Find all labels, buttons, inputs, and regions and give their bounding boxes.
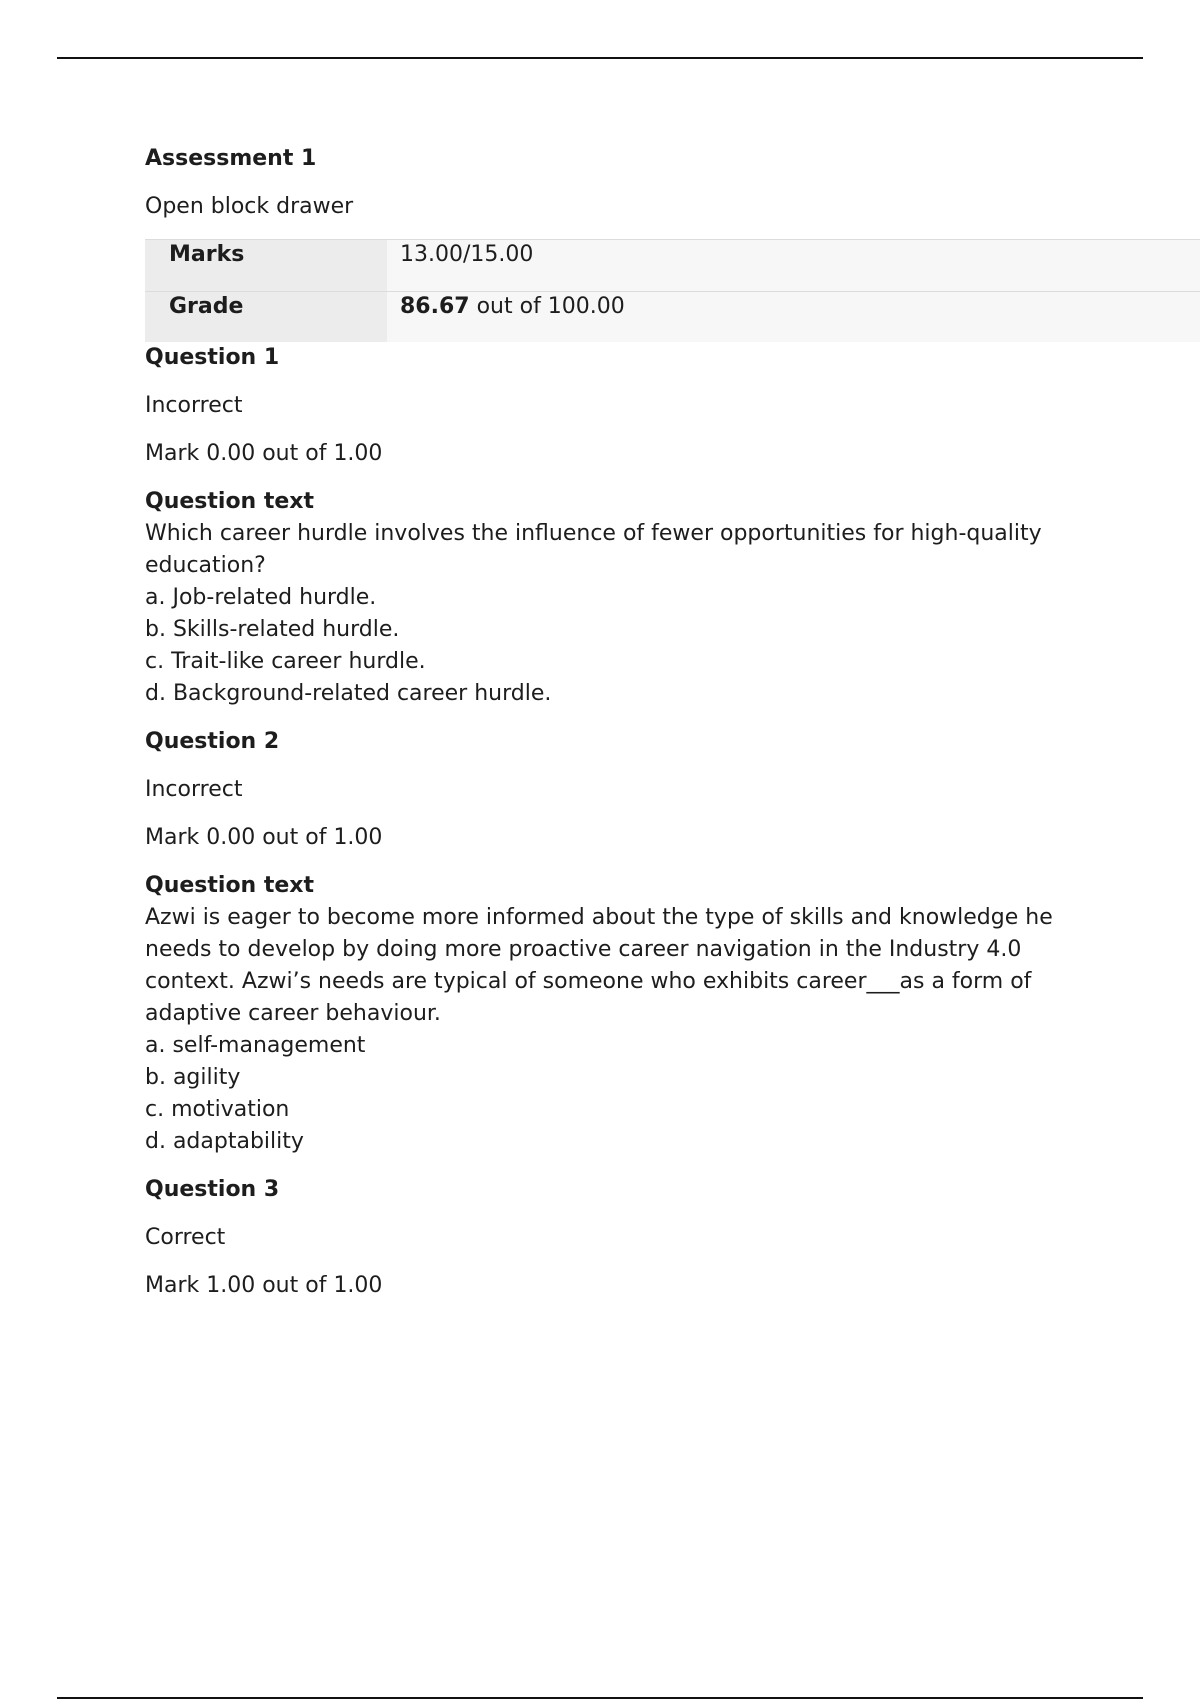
answer-option: d. Background-related career hurdle. [145,680,552,706]
question-heading: Question 1 [145,344,280,370]
bottom-divider [57,1697,1143,1699]
grade-value [387,292,1200,342]
question-mark: Mark 0.00 out of 1.00 [145,440,383,466]
question-2 [145,726,1200,1158]
question-status: Incorrect [145,776,243,802]
question-text-heading: Question text [145,872,315,898]
answer-option: a. self-management [145,1032,366,1058]
grade-label: Grade [145,292,387,342]
answer-option: c. Trait-like career hurdle. [145,648,426,674]
answer-option: d. adaptability [145,1128,304,1154]
attempt-summary-table [145,239,1200,342]
question-text: Azwi is eager to become more informed about the type of skills and knowledge he needs to develop by doing more proactive career navigation in the Industry 4.0 context. Azwi’s needs are typical of someone who exhibits career___as a form of adaptive career behaviour. [145,904,1053,1026]
answer-option: b. Skills-related hurdle. [145,616,400,642]
question-text: Which career hurdle involves the influence of fewer opportunities for high-quality education? [145,520,1042,578]
question-text-heading: Question text [145,488,315,514]
marks-value: 13.00/15.00 [387,240,1200,292]
open-block-drawer-link[interactable]: Open block drawer [145,194,354,219]
question-mark: Mark 1.00 out of 1.00 [145,1272,383,1298]
question-status: Correct [145,1224,226,1250]
question-heading: Question 3 [145,1176,280,1202]
summary-row-marks [145,240,1200,292]
grade-score: 86.67 [400,294,470,319]
question-status: Incorrect [145,392,243,418]
answer-option: a. Job-related hurdle. [145,584,377,610]
grade-total: out of 100.00 [469,294,625,319]
question-mark: Mark 0.00 out of 1.00 [145,824,383,850]
page-title: Assessment 1 [145,146,317,171]
question-3 [145,1174,1200,1302]
answer-option: c. motivation [145,1096,290,1122]
attempt-review [145,143,1200,1302]
question-heading: Question 2 [145,728,280,754]
summary-row-grade [145,292,1200,342]
question-1 [145,342,1200,710]
answer-option: b. agility [145,1064,241,1090]
top-divider [57,57,1143,59]
marks-label: Marks [145,240,387,292]
